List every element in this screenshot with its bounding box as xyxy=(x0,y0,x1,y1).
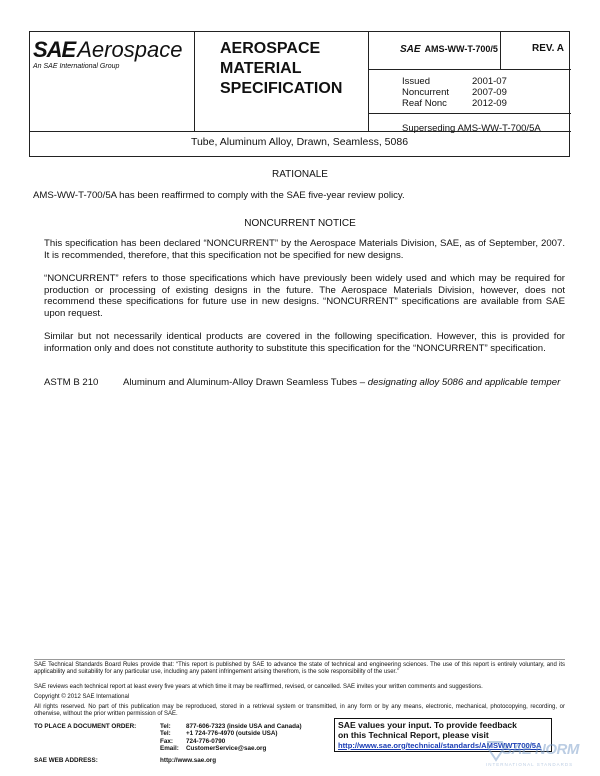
footer-copyright: Copyright © 2012 SAE International xyxy=(34,694,130,700)
document-number xyxy=(400,44,498,55)
document-subject: Tube, Aluminum Alloy, Drawn, Seamless, 5086 xyxy=(190,136,409,148)
reference-title: Aluminum and Aluminum-Alloy Drawn Seamless Tubes – designating alloy 5086 and applicable temper xyxy=(123,377,561,388)
noncurrent-paragraph: Similar but not necessarily identical products are covered in the following specification. However, this is provided for information only and does not constitute authority to substitute this specification for the “NONCURRENT” specification. xyxy=(44,331,565,354)
noncurrent-paragraph: “NONCURRENT” refers to those specifications which have previously been widely used and which may be required for production or processing of existing designs in the future. The Aerospace Materials Division, however, does not recommend these specifications for future use in new designs. “NONCURRENT” specifications are available from SAE upon request. xyxy=(44,273,565,319)
date-table xyxy=(402,76,507,109)
superseding-note: Superseding AMS-WW-T-700/5A xyxy=(402,123,541,134)
logo-tagline: An SAE International Group xyxy=(33,63,120,70)
phone-us: 877-606-7323 (inside USA and Canada) xyxy=(186,723,302,730)
revision-label: REV. A xyxy=(531,43,565,54)
date-row: Noncurrent 2007-09 xyxy=(402,87,507,98)
feedback-box: SAE values your input. To provide feedback on this Technical Report, please visit http://www.sae.org/technical/standards/AMSWWT700/5A xyxy=(334,718,552,752)
rationale-text: AMS-WW-T-700/5A has been reaffirmed to comply with the SAE five-year review policy. xyxy=(33,190,405,201)
sae-aerospace-logo xyxy=(33,38,223,70)
footer-rights: All rights reserved. No part of this publication may be reproduced, stored in a retrieval system or transmitted, in any form or by any means, electronic, mechanical, photocopying, recording, or otherwise, without the prior written permission of SAE. xyxy=(34,704,565,718)
spec-title-line: MATERIAL xyxy=(220,60,302,77)
phone-intl: +1 724-776-4970 (outside USA) xyxy=(186,730,278,738)
spec-title-line: SPECIFICATION xyxy=(220,80,343,97)
logo-brand: SAE xyxy=(33,37,76,62)
logo-product: Aerospace xyxy=(77,37,183,62)
order-label: TO PLACE A DOCUMENT ORDER: xyxy=(34,723,137,730)
noncurrent-heading: NONCURRENT NOTICE xyxy=(244,218,356,229)
spec-title-line: AEROSPACE xyxy=(220,40,321,57)
footer-rules: SAE Technical Standards Board Rules provide that: “This report is published by SAE to advance the state of technical and engineering sciences. The use of this report is entirely voluntary, and its applicability and suitability for any particular use, including any patent infringement arising therefrom, is the sole responsibility of the user.” xyxy=(34,662,565,676)
sae-norm-watermark: SAE NORM INTERNATIONAL STANDARDS xyxy=(486,741,579,767)
subject-row xyxy=(29,130,570,157)
rationale-heading: RATIONALE xyxy=(272,169,328,180)
web-url-link[interactable]: http://www.sae.org xyxy=(160,757,217,764)
spec-type-title xyxy=(220,39,395,99)
doc-number-text: AMS-WW-T-700/5 xyxy=(424,44,498,54)
email-link[interactable]: CustomerService@sae.org xyxy=(186,745,267,753)
date-row: Issued 2001-07 xyxy=(402,76,507,87)
sae-mark: SAE xyxy=(400,44,421,55)
footer-review: SAE reviews each technical report at least every five years at which time it may be reaffirmed, revised, or cancelled. SAE invites your written comments and suggestions. xyxy=(34,684,483,690)
web-address: SAE WEB ADDRESS: http://www.sae.org xyxy=(34,757,217,764)
date-row: Reaf Nonc 2012-09 xyxy=(402,98,507,109)
noncurrent-paragraph: This specification has been declared “NONCURRENT” by the Aerospace Materials Division, SAE, as of September, 2007. It is recommended, therefore, that this specification not be specified for new designs. xyxy=(44,238,565,261)
feedback-link[interactable]: http://www.sae.org/technical/standards/AMSWWT700/5A xyxy=(338,740,542,750)
fax: 724-776-0790 xyxy=(186,737,226,745)
reference-qualifier: designating alloy 5086 and applicable temper xyxy=(367,377,561,388)
footer-divider xyxy=(34,659,565,660)
document-page: SAEAerospace An SAE International Group AEROSPACE MATERIAL SPECIFICATION SAE AMS-WW-T-700/5 REV. A Issued 2001-07 Noncurrent 2007-09 Reaf Nonc 2012-09 Superseding AMS-WW-T-700/5A Tube, Aluminum Alloy, Drawn, Seamless, 5086 RATIONALE AMS-WW-T-700/5A has been reaffirmed to comply with the SAE five-year review policy. NONCURRENT NOTICE This specification has been declared “NONCURRENT” by the Aerospace Materials Division, SAE, as of September, 2007. It is recommended, therefore, that this specification not be specified for new designs. “NONCURRENT” refers to those specifications which have previously been widely used and which may be required for production or processing of existing designs in the future. The Aerospace Materials Division, however, does not recommend these specifications for future use in new designs. “NONCURRENT” specifications are available from SAE upon request. Similar but not necessarily identical products are covered in the following specification. However, this is provided for information only and does not constitute authority to substitute this specification for the “NONCURRENT” specification. ASTM B 210 Aluminum and Aluminum-Alloy Drawn Seamless Tubes – designating alloy 5086 and applicable temper SAE Technical Standards Board Rules provide that: “This report is published by SAE to advance the state of technical and engineering sciences. The use of this report is entirely voluntary, and its applicability and suitability for any particular use, including any patent infringement arising therefrom, is the sole responsibility of the user.” SAE reviews each technical report at least every five years at which time it may be reaffirmed, revised, or cancelled. SAE invites your written comments and suggestions. Copyright © 2012 SAE International All rights reserved. No part of this publication may be reproduced, stored in a retrieval system or transmitted, in any form or by any means, electronic, mechanical, photocopying, recording, or otherwise, without the prior written permission of SAE. TO PLACE A DOCUMENT ORDER: Tel: Tel: Fax: Email: 877-606-7323 (inside USA and Canada) +1 724-776-4970 (outside USA) 724-776-0790 CustomerService@sae.org SAE WEB ADDRESS: http://www.sae.org SAE values your input. To provide feedback on this Technical Report, please visit http://www.sae.org/technical/standards/AMSWWT700/5A SAE NORM INTERNATIONAL STANDARDS xyxy=(0,0,600,776)
reference-code: ASTM B 210 xyxy=(44,377,99,388)
